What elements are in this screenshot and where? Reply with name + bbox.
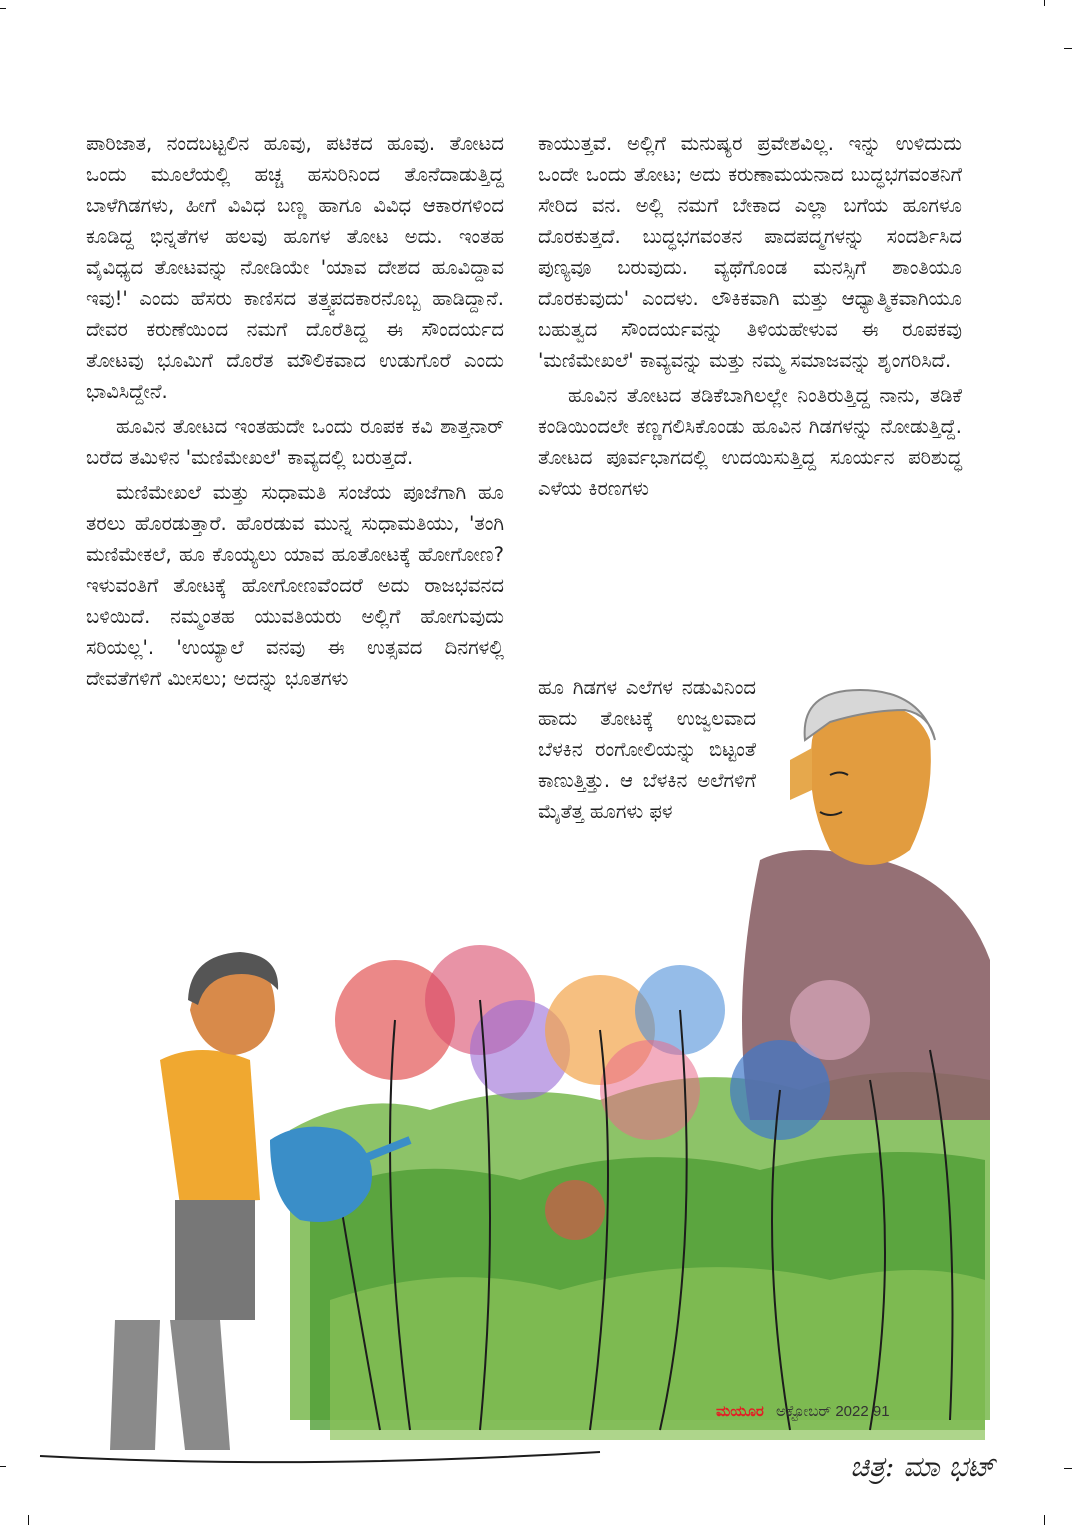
paragraph: ಮಣಿಮೇಖಲೆ ಮತ್ತು ಸುಧಾಮತಿ ಸಂಜೆಯ ಪೂಜೆಗಾಗಿ ಹೂ ತರಲು ಹೊರಡುತ್ತಾರೆ. ಹೊರಡುವ ಮುನ್ನ ಸುಧಾಮತಿಯು, 'ತಂಗಿ ಮಣಿಮೇಕಲೆ, ಹೂ ಕೊಯ್ಯಲು ಯಾವ ಹೂತೋಟಕ್ಕೆ ಹೋಗೋಣ? ಇಳುವಂತಿಗೆ ತೋಟಕ್ಕೆ ಹೋಗೋಣವೆಂದರೆ ಅದು ರಾಜಭವನದ ಬಳಿಯಿದೆ. ನಮ್ಮಂತಹ ಯುವತಿಯರು ಅಲ್ಲಿಗೆ ಹೋಗುವುದು ಸರಿಯಲ್ಲ'. 'ಉಯ್ಯಾಲೆ ವನವು ಈ ಉತ್ಸವದ ದಿನಗಳಲ್ಲಿ ದೇವತೆಗಳಿಗೆ ಮೀಸಲು; ಅದನ್ನು ಭೂತಗಳು <box>86 481 504 690</box>
paragraph: ಪಾರಿಜಾತ, ನಂದಬಟ್ಟಲಿನ ಹೂವು, ಪಟಿಕದ ಹೂವು. ತೋಟದ ಒಂದು ಮೂಲೆಯಲ್ಲಿ ಹಚ್ಚ ಹಸುರಿನಿಂದ ತೊನೆದಾಡುತ್ತಿದ್ದ ಬಾಳೆಗಿಡಗಳು, ಹೀಗೆ ವಿವಿಧ ಬಣ್ಣ ಹಾಗೂ ವಿವಿಧ ಆಕಾರಗಳಿಂದ ಕೂಡಿದ್ದ ಭಿನ್ನತೆಗಳ ಹಲವು ಹೂಗಳ ತೋಟ ಅದು. ಇಂತಹ ವೈವಿಧ್ಯದ ತೋಟವನ್ನು ನೋಡಿಯೇ 'ಯಾವ ದೇಶದ ಹೂವಿದ್ದಾವ ಇವು!' ಎಂದು ಹೆಸರು ಕಾಣಿಸದ ತತ್ತ್ವಪದಕಾರನೊಬ್ಬ ಹಾಡಿದ್ದಾನೆ. ದೇವರ ಕರುಣೆಯಿಂದ ನಮಗೆ ದೊರೆತಿದ್ದ ಈ ಸೌಂದರ್ಯದ ತೋಟವು ಭೂಮಿಗೆ ದೊರೆತ ಮೌಲಿಕವಾದ ಉಡುಗೊರೆ ಎಂದು ಭಾವಿಸಿದ್ದೇನೆ. <box>86 132 504 403</box>
ground-line <box>40 1452 600 1462</box>
paragraph: ಹೂ ಗಿಡಗಳ ಎಲೆಗಳ ನಡುವಿನಿಂದ ಹಾದು ತೋಟಕ್ಕೆ ಉಜ್ವಲವಾದ ಬೆಳಕಿನ ರಂಗೋಲಿಯನ್ನು ಬಿಟ್ಟಂತೆ ಕಾಣುತ್ತಿತ್ತು. ಆ ಬೆಳಕಿನ ಅಲೆಗಳಿಗೆ ಮೈತೆತ್ತ ಹೂಗಳು ಫಳ <box>538 676 756 823</box>
magazine-brand: ಮಯೂರ <box>716 1403 764 1420</box>
page-footer <box>716 1403 890 1420</box>
article-column-left <box>86 128 504 698</box>
artist-signature: ಚಿತ್ರ: ಮಾ ಭಟ್ <box>850 1450 996 1483</box>
page-number: 91 <box>872 1403 890 1420</box>
article-column-right <box>538 128 962 508</box>
paragraph: ಕಾಯುತ್ತವೆ. ಅಲ್ಲಿಗೆ ಮನುಷ್ಯರ ಪ್ರವೇಶವಿಲ್ಲ. ಇನ್ನು ಉಳಿದುದು ಒಂದೇ ಒಂದು ತೋಟ; ಅದು ಕರುಣಾಮಯನಾದ ಬುದ್ಧಭಗವಂತನಿಗೆ ಸೇರಿದ ವನ. ಅಲ್ಲಿ ನಮಗೆ ಬೇಕಾದ ಎಲ್ಲಾ ಬಗೆಯ ಹೂಗಳೂ ದೊರಕುತ್ತದೆ. ಬುದ್ಧಭಗವಂತನ ಪಾದಪದ್ಮಗಳನ್ನು ಸಂದರ್ಶಿಸಿದ ಪುಣ್ಯವೂ ಬರುವುದು. ವ್ಯಥೆಗೊಂಡ ಮನಸ್ಸಿಗೆ ಶಾಂತಿಯೂ ದೊರಕುವುದು' ಎಂದಳು. ಲೌಕಿಕವಾಗಿ ಮತ್ತು ಆಧ್ಯಾತ್ಮಿಕವಾಗಿಯೂ ಬಹುತ್ವದ ಸೌಂದರ್ಯವನ್ನು ತಿಳಿಯಹೇಳುವ ಈ ರೂಪಕವು 'ಮಣಿಮೇಖಲೆ' ಕಾವ್ಯವನ್ನು ಮತ್ತು ನಮ್ಮ ಸಮಾಜವನ್ನು ಶೃಂಗರಿಸಿದೆ. <box>538 132 962 372</box>
paragraph: ಹೂವಿನ ತೋಟದ ತಡಿಕೆಬಾಗಿಲಲ್ಲೇ ನಿಂತಿರುತ್ತಿದ್ದ ನಾನು, ತಡಿಕೆ ಕಂಡಿಯಿಂದಲೇ ಕಣ್ಣಗಲಿಸಿಕೊಂಡು ಹೂವಿನ ಗಿಡಗಳನ್ನು ನೋಡುತ್ತಿದ್ದೆ. ತೋಟದ ಪೂರ್ವಭಾಗದಲ್ಲಿ ಉದಯಿಸುತ್ತಿದ್ದ ಸೂರ್ಯನ ಪರಿಶುದ್ಧ ಎಳೆಯ ಕಿರಣಗಳು <box>538 384 962 500</box>
article-column-right-narrow <box>538 672 756 827</box>
issue-date: ಅಕ್ಟೋಬರ್ 2022 <box>776 1403 869 1420</box>
paragraph: ಹೂವಿನ ತೋಟದ ಇಂತಹುದೇ ಒಂದು ರೂಪಕ ಕವಿ ಶಾತ್ತನಾರ್ ಬರೆದ ತಮಿಳಿನ 'ಮಣಿಮೇಖಲೆ' ಕಾವ್ಯದಲ್ಲಿ ಬರುತ್ತದೆ. <box>86 415 504 469</box>
